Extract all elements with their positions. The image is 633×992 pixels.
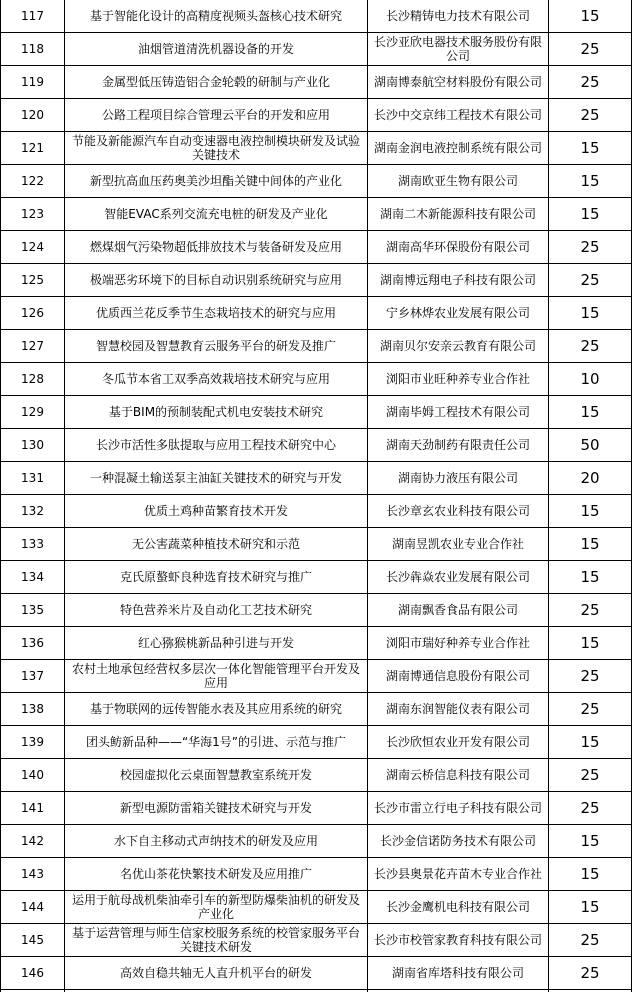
table-row: [1, 165, 632, 198]
table-row: [1, 792, 632, 825]
table-row: [1, 33, 632, 66]
project-name: 农村土地承包经营权多层次一体化智能管理平台开发及应用: [65, 660, 368, 693]
funding-amount: 15: [549, 165, 632, 198]
row-number: 133: [1, 528, 65, 561]
company-name: 湖南高华环保股份有限公司: [368, 231, 549, 264]
company-name: 湖南博通信息股份有限公司: [368, 660, 549, 693]
project-name: 节能及新能源汽车自动变速器电液控制模块研发及试验关键技术: [65, 132, 368, 165]
funding-amount: 15: [549, 891, 632, 924]
company-name: 长沙金鹰机电科技有限公司: [368, 891, 549, 924]
row-number: 144: [1, 891, 65, 924]
project-name: 燃煤烟气污染物超低排放技术与装备研发及应用: [65, 231, 368, 264]
project-name: 智慧校园及智慧教育云服务平台的研发及推广: [65, 330, 368, 363]
table-continuation: [0, 985, 631, 992]
funding-amount: 25: [549, 594, 632, 627]
table-row: [1, 264, 632, 297]
project-name: 运用于航母战机柴油牵引车的新型防爆柴油机的研发及产业化: [65, 891, 368, 924]
company-name: 长沙市校管家教育科技有限公司: [368, 924, 549, 957]
project-name: 基于智能化设计的高精度视频头盔核心技术研究: [65, 0, 368, 33]
funding-amount: 25: [549, 660, 632, 693]
row-number: 146: [1, 957, 65, 990]
table-row: [1, 330, 632, 363]
project-name: 特色营养米片及自动化工艺技术研究: [65, 594, 368, 627]
row-number: 125: [1, 264, 65, 297]
project-name: 优质西兰花反季节生态栽培技术的研究与应用: [65, 297, 368, 330]
project-name: 校园虚拟化云桌面智慧教室系统开发: [65, 759, 368, 792]
company-name: 宁乡林烨农业发展有限公司: [368, 297, 549, 330]
table-row: [1, 825, 632, 858]
funding-amount: 10: [549, 363, 632, 396]
row-number: 140: [1, 759, 65, 792]
company-name: 湖南飘香食品有限公司: [368, 594, 549, 627]
funding-amount: 15: [549, 825, 632, 858]
row-number: 120: [1, 99, 65, 132]
row-number: 143: [1, 858, 65, 891]
project-name: 无公害蔬菜种植技术研究和示范: [65, 528, 368, 561]
funding-amount: 20: [549, 462, 632, 495]
table-row: [1, 99, 632, 132]
funding-amount: 25: [549, 33, 632, 66]
row-number: 132: [1, 495, 65, 528]
company-name: 湖南东润智能仪表有限公司: [368, 693, 549, 726]
table-row: [1, 429, 632, 462]
row-number: 129: [1, 396, 65, 429]
funding-amount: 15: [549, 0, 632, 33]
funding-amount: 15: [549, 132, 632, 165]
project-name: 红心猕猴桃新品种引进与开发: [65, 627, 368, 660]
table-row: [1, 528, 632, 561]
row-number: 141: [1, 792, 65, 825]
project-name: 长沙市活性多肽提取与应用工程技术研究中心: [65, 429, 368, 462]
row-number: 138: [1, 693, 65, 726]
funding-amount: 50: [549, 429, 632, 462]
row-number: 118: [1, 33, 65, 66]
project-name: 基于运营管理与师生信家校服务系统的校管家服务平台关键技术研发: [65, 924, 368, 957]
row-number: 117: [1, 0, 65, 33]
project-name: 基于物联网的远传智能水表及其应用系统的研究: [65, 693, 368, 726]
project-name: 公路工程项目综合管理云平台的开发和应用: [65, 99, 368, 132]
funding-amount: 25: [549, 231, 632, 264]
funding-amount: 25: [549, 957, 632, 990]
project-name: 高效自稳共轴无人直升机平台的研发: [65, 957, 368, 990]
row-number: 122: [1, 165, 65, 198]
project-name: 团头鲂新品种——“华海1号”的引进、示范与推广: [65, 726, 368, 759]
row-number: 126: [1, 297, 65, 330]
table-row: [1, 132, 632, 165]
project-name: 优质土鸡种苗繁育技术开发: [65, 495, 368, 528]
row-number: 142: [1, 825, 65, 858]
project-name: 新型抗高血压药奥美沙坦酯关键中间体的产业化: [65, 165, 368, 198]
funding-amount: 25: [549, 693, 632, 726]
table-row: [1, 561, 632, 594]
project-name: 水下自主移动式声纳技术的研发及应用: [65, 825, 368, 858]
table-row: [1, 693, 632, 726]
table-row: [1, 726, 632, 759]
table-row: [1, 660, 632, 693]
project-name: 基于BIM的预制装配式机电安装技术研究: [65, 396, 368, 429]
company-name: 长沙精铸电力技术有限公司: [368, 0, 549, 33]
company-name: 长沙亚欣电器技术服务股份有限公司: [368, 33, 549, 66]
table-row: [1, 891, 632, 924]
project-name: 名优山茶花快繁技术研发及应用推广: [65, 858, 368, 891]
table-row: [1, 297, 632, 330]
row-number: 121: [1, 132, 65, 165]
row-number: 124: [1, 231, 65, 264]
company-name: 湖南协力液压有限公司: [368, 462, 549, 495]
company-name: 湖南二木新能源科技有限公司: [368, 198, 549, 231]
funding-amount: 15: [549, 297, 632, 330]
table-row: [1, 495, 632, 528]
table-row: [1, 231, 632, 264]
row-number: 131: [1, 462, 65, 495]
funding-amount: 15: [549, 198, 632, 231]
row-number: 136: [1, 627, 65, 660]
row-number: 135: [1, 594, 65, 627]
company-name: 长沙欣恒农业开发有限公司: [368, 726, 549, 759]
row-number: 137: [1, 660, 65, 693]
funding-amount: 15: [549, 528, 632, 561]
row-number: 130: [1, 429, 65, 462]
row-number: 128: [1, 363, 65, 396]
funding-amount: 25: [549, 99, 632, 132]
company-name: 浏阳市瑞好种养专业合作社: [368, 627, 549, 660]
company-name: 湖南省库塔科技有限公司: [368, 957, 549, 990]
table-row: [1, 858, 632, 891]
table-row: [1, 594, 632, 627]
company-name: 湖南欧亚生物有限公司: [368, 165, 549, 198]
company-name: 湖南云桥信息科技有限公司: [368, 759, 549, 792]
company-name: 湖南博泰航空材料股份有限公司: [368, 66, 549, 99]
project-name: 智能EVAC系列交流充电桩的研发及产业化: [65, 198, 368, 231]
table-row: [1, 396, 632, 429]
company-name: 长沙县奥景花卉苗木专业合作社: [368, 858, 549, 891]
funding-amount: 25: [549, 264, 632, 297]
project-name: 极端恶劣环境下的目标自动识别系统研究与应用: [65, 264, 368, 297]
funding-amount: 15: [549, 627, 632, 660]
company-name: 湖南博远翔电子科技有限公司: [368, 264, 549, 297]
table-row: [1, 462, 632, 495]
company-name: 湖南天劲制药有限责任公司: [368, 429, 549, 462]
project-name: 金属型低压铸造铝合金轮毂的研制与产业化: [65, 66, 368, 99]
funding-amount: 15: [549, 858, 632, 891]
company-name: 长沙市雷立行电子科技有限公司: [368, 792, 549, 825]
table-row: [1, 627, 632, 660]
company-name: 湖南毕姆工程技术有限公司: [368, 396, 549, 429]
row-number: 127: [1, 330, 65, 363]
funding-amount: 25: [549, 792, 632, 825]
company-name: 长沙中交京纬工程技术有限公司: [368, 99, 549, 132]
funding-amount: 25: [549, 66, 632, 99]
funding-amount: 15: [549, 396, 632, 429]
company-name: 长沙金信诺防务技术有限公司: [368, 825, 549, 858]
company-name: 浏阳市业旺种养专业合作社: [368, 363, 549, 396]
row-number: 134: [1, 561, 65, 594]
table-row: [1, 0, 632, 33]
funding-amount: 15: [549, 495, 632, 528]
project-name: 冬瓜节本省工双季高效栽培技术研究与应用: [65, 363, 368, 396]
table-row: [1, 198, 632, 231]
company-name: 长沙犇焱农业发展有限公司: [368, 561, 549, 594]
funding-amount: 25: [549, 924, 632, 957]
company-name: 湖南贝尔安亲云教育有限公司: [368, 330, 549, 363]
table-row: [1, 759, 632, 792]
table-row: [1, 363, 632, 396]
funding-amount: 15: [549, 726, 632, 759]
project-name: 油烟管道清洗机器设备的开发: [65, 33, 368, 66]
row-number: 139: [1, 726, 65, 759]
funding-amount: 15: [549, 561, 632, 594]
company-name: 湖南金润电液控制系统有限公司: [368, 132, 549, 165]
company-name: 长沙章玄农业科技有限公司: [368, 495, 549, 528]
project-name: 克氏原螯虾良种选育技术研究与推广: [65, 561, 368, 594]
table-body: [1, 0, 632, 990]
funding-amount: 25: [549, 759, 632, 792]
project-name: 新型电源防雷箱关键技术研究与开发: [65, 792, 368, 825]
project-name: 一种混凝土输送泵主油缸关键技术的研究与开发: [65, 462, 368, 495]
company-name: 湖南昱凯农业专业合作社: [368, 528, 549, 561]
row-number: 145: [1, 924, 65, 957]
row-number: 123: [1, 198, 65, 231]
funding-amount: 25: [549, 330, 632, 363]
table-row: [1, 924, 632, 957]
row-number: 119: [1, 66, 65, 99]
table-row: [1, 66, 632, 99]
